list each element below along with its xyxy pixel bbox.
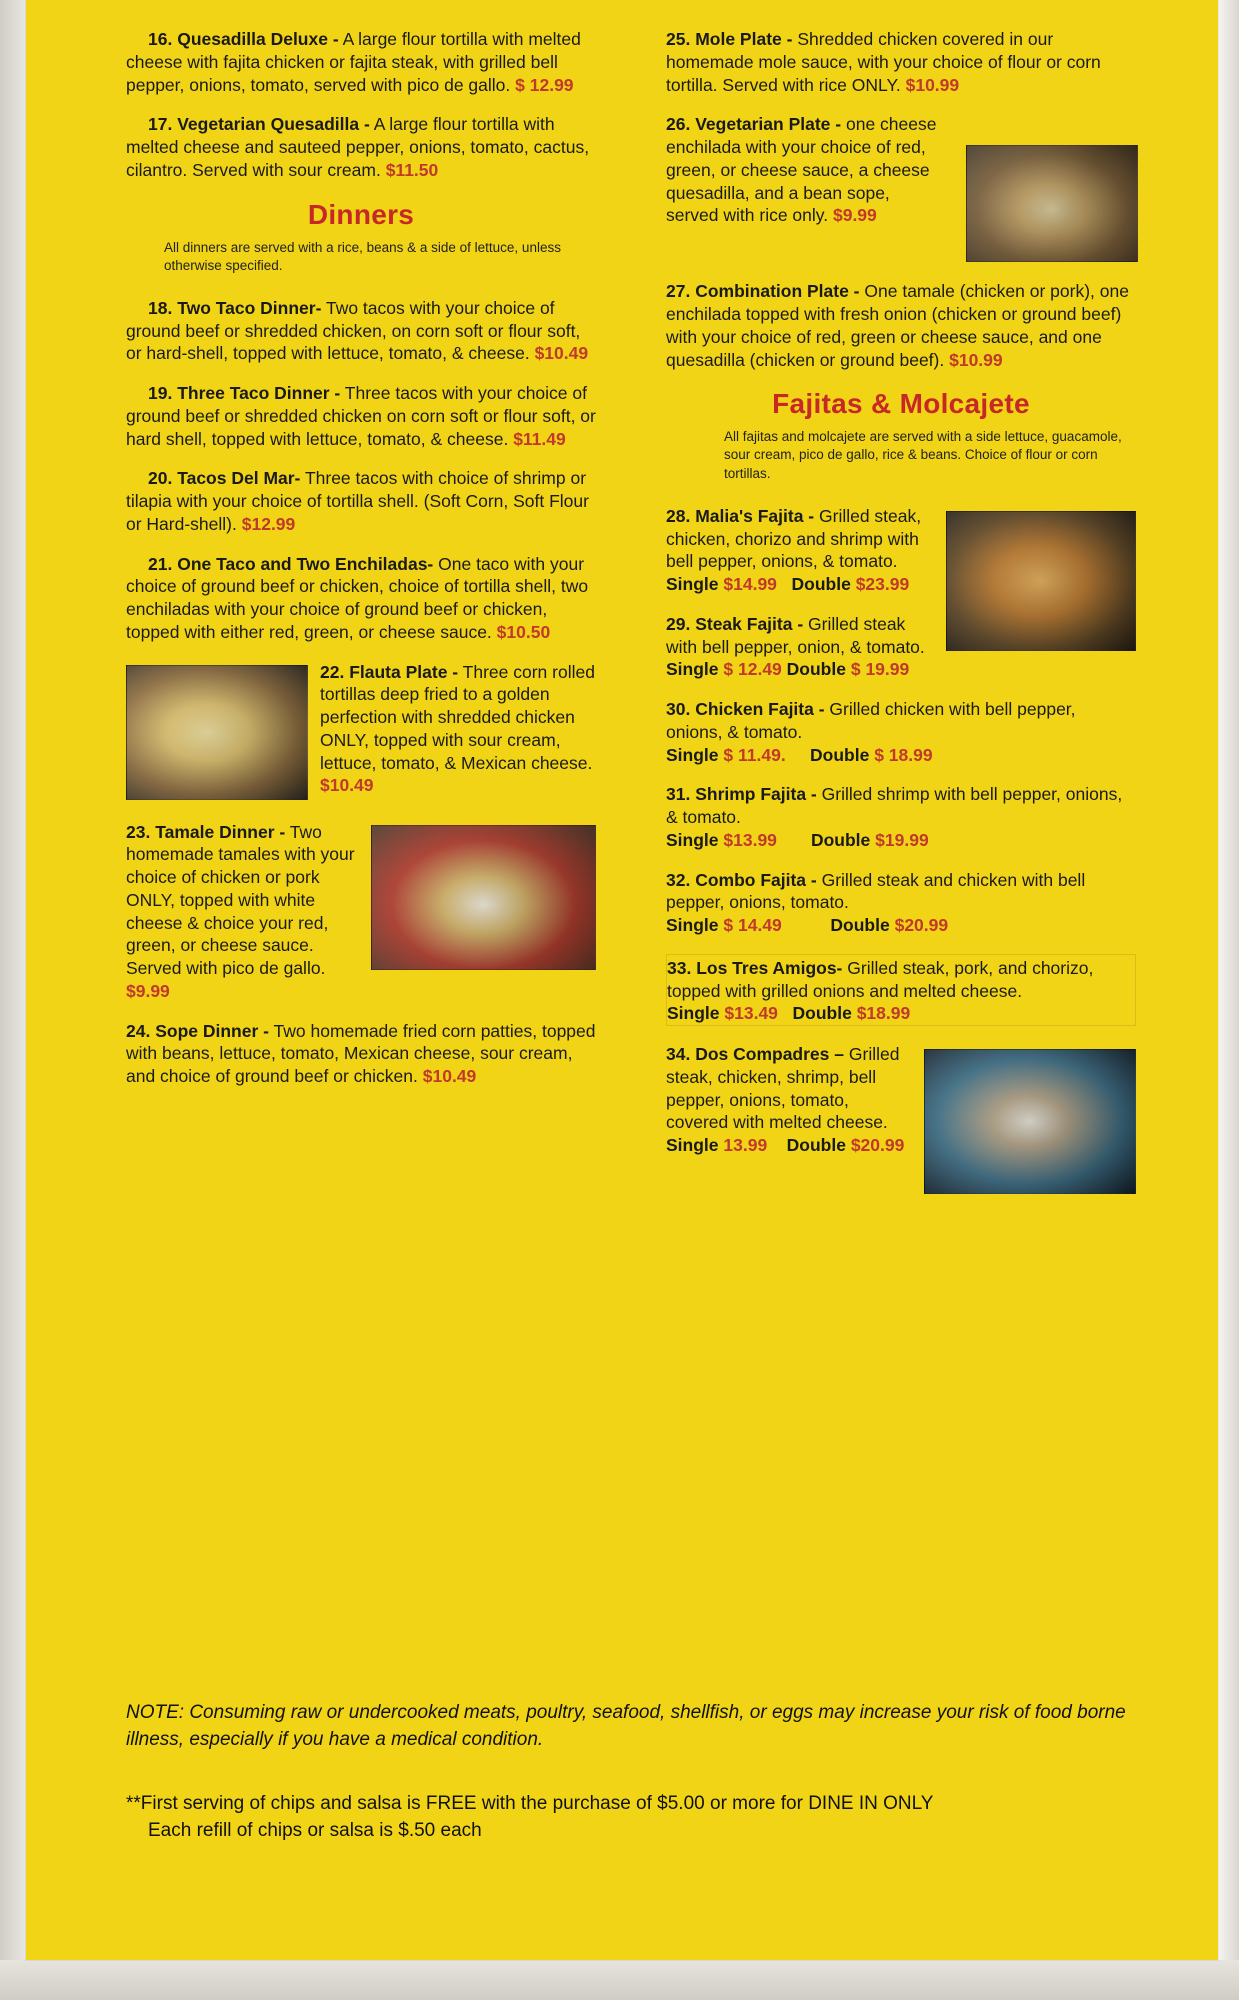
menu-item-27 [666,280,1136,371]
menu-item-description: Grilled steak, chicken, chorizo and shrimp with bell pepper, onions, & tomato. [666,505,922,572]
menu-item-number: 19. [148,383,173,404]
menu-item-number: 21. [148,553,173,574]
menu-item-26 [666,113,946,263]
menu-item-name: Quesadilla Deluxe - [177,29,339,49]
menu-item-name: Combination Plate - [695,281,860,302]
menu-item-price: $9.99 [832,205,877,226]
menu-item-description: Two homemade fried corn patties, topped with beans, lettuce, tomato, Mexican cheese, sour cream, and choice of ground beef or chicken. [126,1020,596,1087]
menu-item-name: Steak Fajita - [695,613,804,634]
dos-compadres-photo [924,1049,1136,1194]
menu-item-number: 20. [148,468,173,489]
menu-item-number: 33. [667,957,692,978]
menu-item-name: Tacos Del Mar- [177,468,301,489]
single-label: Single [666,1135,719,1156]
menu-item-32 [666,869,1136,937]
menu-item-28 [666,505,1136,596]
single-label: Single [667,1003,720,1024]
single-price: $ 14.49 [723,915,782,936]
tamale-dinner-photo [371,825,596,970]
vegetarian-plate-photo [966,145,1138,262]
menu-item-19 [126,382,596,450]
menu-item-name: Tamale Dinner - [155,821,286,842]
menu-item-description: Grilled steak, chicken, shrimp, bell pepper, onions, tomato, covered with melted cheese. [666,1044,900,1133]
page-edge-right [1218,0,1239,2000]
double-price: $18.99 [856,1003,911,1024]
single-label: Single [666,744,719,765]
menu-item-description: Two homemade tamales with your choice of chicken or pork ONLY, topped with white cheese & choice your red, green, or cheese sauce. Served with pico de gallo. [126,821,355,979]
menu-item-17 [126,113,596,181]
menu-item-21 [126,553,596,644]
menu-footer [126,1700,1146,1845]
menu-item-pricing [666,744,1136,767]
menu-item-description: Shredded chicken covered in our homemade mole sauce, with your choice of flour or corn tortilla. Served with rice ONLY. [666,29,1101,95]
menu-item-number: 18. [148,297,173,318]
menu-item-number: 25. [666,29,691,49]
menu-item-description: A large flour tortilla with melted cheese and sauteed pepper, onions, tomato, cactus, cilantro. Served with sour cream. [126,114,590,180]
double-price: $20.99 [894,915,949,936]
menu-item-34 [666,1043,1136,1200]
menu-sheet [26,0,1218,1960]
menu-item-name: Vegetarian Plate - [695,114,842,135]
double-price: $20.99 [850,1135,905,1156]
menu-item-31 [666,783,1136,851]
menu-item-description: Three tacos with choice of shrimp or tilapia with your choice of tortilla shell. (Soft Corn, Soft Flour or Hard-shell). [126,468,589,534]
double-label: Double [792,1003,852,1024]
menu-item-price: $10.49 [320,775,374,796]
single-label: Single [666,574,719,595]
menu-item-number: 23. [126,821,151,842]
menu-item-pricing [666,914,1136,937]
menu-item-price: $10.49 [422,1066,477,1087]
section-note-dinners: All dinners are served with a rice, beans & a side of lettuce, unless otherwise specified. [164,239,561,273]
single-label: Single [666,829,719,850]
menu-item-pricing [666,829,1136,852]
menu-item-name: Vegetarian Quesadilla - [177,114,370,135]
menu-item-description: Grilled shrimp with bell pepper, onions, & tomato. [666,784,1123,828]
menu-item-description: Grilled steak, pork, and chorizo, topped with grilled onions and melted cheese. [667,957,1094,1001]
menu-item-price: $10.99 [949,349,1003,370]
menu-item-name: Los Tres Amigos- [696,957,843,978]
menu-item-number: 24. [126,1020,151,1041]
chips-policy-line1: **First serving of chips and salsa is FREE with the purchase of $5.00 or more for DINE IN ONLY [126,1792,934,1814]
menu-item-description: one cheese enchilada with your choice of red, green, or cheese sauce, a cheese quesadilla, and a bean sope, served with rice only. [666,114,937,226]
menu-item-number: 31. [666,784,691,805]
menu-item-20 [126,467,596,535]
menu-item-name: Three Taco Dinner - [177,383,341,404]
menu-item-price: $12.99 [241,513,296,534]
flauta-plate-photo [126,665,308,800]
menu-item-price: $ 12.99 [515,74,574,95]
page-edge-bottom [0,1960,1239,2000]
double-label: Double [830,915,890,936]
menu-item-price: $10.50 [496,621,551,642]
menu-item-description: Two tacos with your choice of ground beef or shredded chicken, on corn soft or flour soft, or hard-shell, topped with lettuce, tomato, & cheese. [126,297,581,364]
single-price: $ 11.49. [723,744,786,765]
menu-item-name: Chicken Fajita - [695,699,825,720]
health-note: NOTE: Consuming raw or undercooked meats, poultry, seafood, shellfish, or eggs may increase your risk of food borne illness, especially if you have a medical condition. [126,1702,1126,1750]
menu-item-number: 32. [666,869,691,890]
single-label: Single [666,915,719,936]
menu-item-number: 22. [320,661,345,682]
single-price: $13.49 [724,1003,778,1024]
section-note-fajitas: All fajitas and molcajete are served with a side lettuce, guacamole, sour cream, pico de gallo, rice & beans. Choice of flour or corn tortillas. [724,429,1122,481]
double-label: Double [786,1135,846,1156]
single-price: $14.99 [723,574,777,595]
menu-item-name: Two Taco Dinner- [177,297,322,318]
menu-item-30 [666,698,1136,766]
malias-fajita-photo [946,511,1136,651]
double-label: Double [810,829,871,850]
menu-item-18 [126,297,596,365]
double-price: $23.99 [855,574,910,595]
menu-item-pricing [667,1002,1135,1025]
menu-item-24 [126,1020,596,1088]
menu-item-name: Flauta Plate - [349,661,459,682]
menu-item-number: 29. [666,613,691,634]
menu-item-description: Grilled chicken with bell pepper, onions, & tomato. [666,699,1076,742]
menu-item-name: Sope Dinner - [155,1020,269,1041]
double-label: Double [786,659,846,680]
single-price: $ 12.49 [723,659,782,680]
menu-item-price: $10.99 [905,74,960,95]
menu-column-left [126,28,596,1105]
menu-item-number: 27. [666,281,691,302]
double-price: $ 18.99 [874,744,933,765]
section-title-fajitas: Fajitas & Molcajete [772,388,1030,420]
menu-item-price: $11.49 [513,428,566,449]
double-price: $19.99 [875,829,929,850]
menu-item-description: Grilled steak and chicken with bell pepper, onions, tomato. [666,869,1086,913]
menu-item-25 [666,28,1136,96]
menu-item-description: Grilled steak with bell pepper, onion, & tomato. [666,613,925,657]
menu-item-description: One tamale (chicken or pork), one enchilada topped with fresh onion (chicken or ground beef) with your choice of red, green or cheese sauce, and one quesadilla (chicken or ground beef). [666,281,1129,370]
single-price: 13.99 [723,1135,768,1156]
single-label: Single [666,659,719,680]
menu-item-description: Three tacos with your choice of ground beef or shredded chicken on corn soft or flour soft, or hard shell, topped with lettuce, tomato, & cheese. [126,383,596,449]
menu-item-name: One Taco and Two Enchiladas- [177,553,434,574]
menu-item-number: 28. [666,505,691,526]
menu-item-23 [126,821,596,1003]
menu-item-description: A large flour tortilla with melted cheese with fajita chicken or fajita steak, with grilled bell pepper, onions, tomato, served with pico de gallo. [126,29,581,95]
menu-item-29 [666,613,956,681]
menu-columns [26,0,1218,1680]
section-title-dinners: Dinners [307,198,415,230]
menu-item-name: Dos Compadres – [695,1044,844,1065]
menu-item-number: 30. [666,699,691,720]
menu-item-number: 17. [148,114,173,135]
chips-policy [126,1790,1146,1845]
menu-item-description: One taco with your choice of ground beef or chicken, choice of tortilla shell, two enchiladas with your choice of ground beef or chicken, topped with either red, green, or cheese sauce. [126,553,589,642]
menu-item-pricing [666,658,956,681]
double-label: Double [791,574,851,595]
menu-item-price: $11.50 [385,159,439,180]
double-price: $ 19.99 [850,659,910,680]
menu-item-price: $9.99 [126,980,170,1001]
chips-policy-line2: Each refill of chips or salsa is $.50 each [148,1820,482,1842]
menu-item-16 [126,28,596,96]
menu-item-price: $10.49 [534,343,589,364]
single-price: $13.99 [723,829,777,850]
page-edge-left [0,0,26,2000]
menu-item-name: Malia's Fajita - [695,505,815,526]
menu-item-description: Three corn rolled tortillas deep fried to a golden perfection with shredded chicken ONLY, topped with sour cream, lettuce, tomato, & Mexican cheese. [320,661,595,773]
menu-item-number: 26. [666,114,691,135]
menu-item-number: 34. [666,1044,691,1065]
menu-item-22 [126,661,596,804]
double-label: Double [810,744,870,765]
menu-item-33 [666,954,1136,1026]
menu-item-name: Mole Plate - [695,29,793,49]
menu-item-name: Shrimp Fajita - [695,784,817,805]
menu-item-number: 16. [148,29,173,49]
menu-item-name: Combo Fajita - [695,869,817,890]
